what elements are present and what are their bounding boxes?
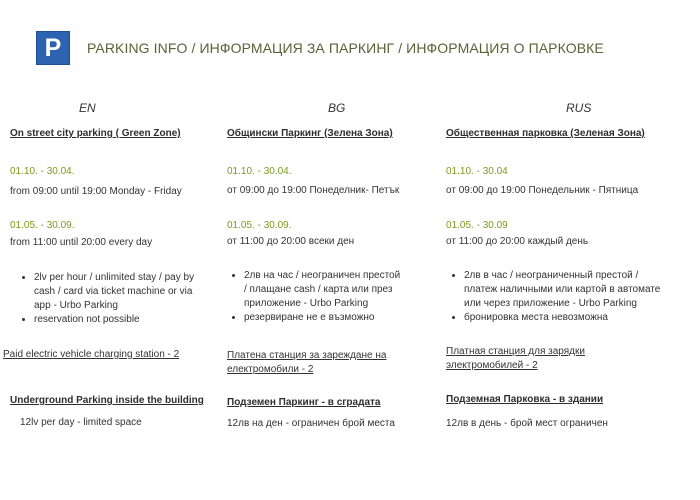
charging-line: Платена станция за зареждане на bbox=[227, 350, 387, 361]
period2-hours: от 11:00 до 20:00 всеки ден bbox=[227, 236, 355, 247]
bullet1-line: платеж наличными или картой в автомате bbox=[464, 284, 661, 295]
charging-line: електромобили - 2 bbox=[227, 364, 314, 375]
charging-station-link[interactable] bbox=[446, 345, 585, 373]
lang-label-en: EN bbox=[79, 101, 96, 115]
period1-hours: от 09:00 до 19:00 Понедельник - Пятница bbox=[446, 185, 639, 196]
period1-hours: from 09:00 until 19:00 Monday - Friday bbox=[10, 186, 182, 197]
period1-hours: от 09:00 до 19:00 Понеделник- Петък bbox=[227, 185, 400, 196]
lang-label-rus: RUS bbox=[566, 101, 592, 115]
bullet1-line: или через приложение - Urbo Parking bbox=[464, 298, 637, 309]
bullet1-line: 2лв в час / неограниченный престой / bbox=[464, 270, 639, 281]
tariff-list bbox=[228, 269, 400, 325]
period2-hours: от 11:00 до 20:00 каждый день bbox=[446, 236, 589, 247]
list-item: • бронировка места невозможна bbox=[464, 311, 660, 325]
underground-parking-heading: Underground Parking inside the building bbox=[10, 395, 204, 406]
underground-parking-heading: Подземная Парковка - в здании bbox=[446, 394, 604, 405]
underground-price: 12лв на ден - ограничен брой места bbox=[227, 418, 395, 429]
charging-station-link[interactable] bbox=[227, 349, 386, 377]
period1-date: 01.10. - 30.04 bbox=[446, 166, 508, 177]
bullet1-line: 2лв на час / неограничен престой bbox=[244, 270, 401, 281]
period2-hours: from 11:00 until 20:00 every day bbox=[10, 237, 153, 248]
street-parking-heading: Общественная парковка (Зеленая Зона) bbox=[446, 128, 645, 139]
tariff-list bbox=[448, 269, 660, 325]
list-item bbox=[244, 269, 400, 311]
tariff-list bbox=[18, 271, 194, 327]
list-item bbox=[464, 269, 660, 311]
list-item: • резервиране не е възможно bbox=[244, 311, 400, 325]
charging-station-link[interactable]: Paid electric vehicle charging station - 2 bbox=[3, 349, 180, 360]
street-parking-heading: On street city parking ( Green Zone) bbox=[10, 128, 181, 139]
bullet1-line: 2lv per hour / unlimited stay / pay by bbox=[34, 272, 195, 283]
period1-date: 01.10. - 30.04. bbox=[10, 166, 75, 177]
underground-price: 12лв в день - брой мест ограничен bbox=[446, 418, 608, 429]
street-parking-heading: Общински Паркинг (Зелена Зона) bbox=[227, 128, 393, 139]
charging-line: электромобилей - 2 bbox=[446, 360, 538, 371]
period2-date: 01.05. - 30.09. bbox=[10, 220, 75, 231]
bullet1-line: cash / card via ticket machine or via bbox=[34, 286, 193, 297]
lang-label-bg: BG bbox=[328, 101, 346, 115]
parking-logo-letter: P bbox=[44, 33, 62, 62]
bullet1-line: app - Urbo Parking bbox=[34, 300, 118, 311]
period1-date: 01.10. - 30.04. bbox=[227, 166, 292, 177]
list-item bbox=[34, 271, 194, 313]
parking-logo-icon bbox=[36, 31, 70, 65]
charging-line: Платная станция для зарядки bbox=[446, 346, 585, 357]
bullet1-line: приложение - Urbo Parking bbox=[244, 298, 369, 309]
underground-parking-heading: Подземен Паркинг - в сградата bbox=[227, 397, 381, 408]
period2-date: 01.05. - 30.09 bbox=[446, 220, 508, 231]
page-title: PARKING INFO / ИНФОРМАЦИЯ ЗА ПАРКИНГ / ИНФОРМАЦИЯ О ПАРКОВКЕ bbox=[87, 40, 604, 56]
bullet1-line: / плащане cash / карта или през bbox=[244, 284, 393, 295]
period2-date: 01.05. - 30.09. bbox=[227, 220, 292, 231]
list-item: • reservation not possible bbox=[34, 313, 194, 327]
underground-price: 12lv per day - limited space bbox=[20, 417, 142, 428]
